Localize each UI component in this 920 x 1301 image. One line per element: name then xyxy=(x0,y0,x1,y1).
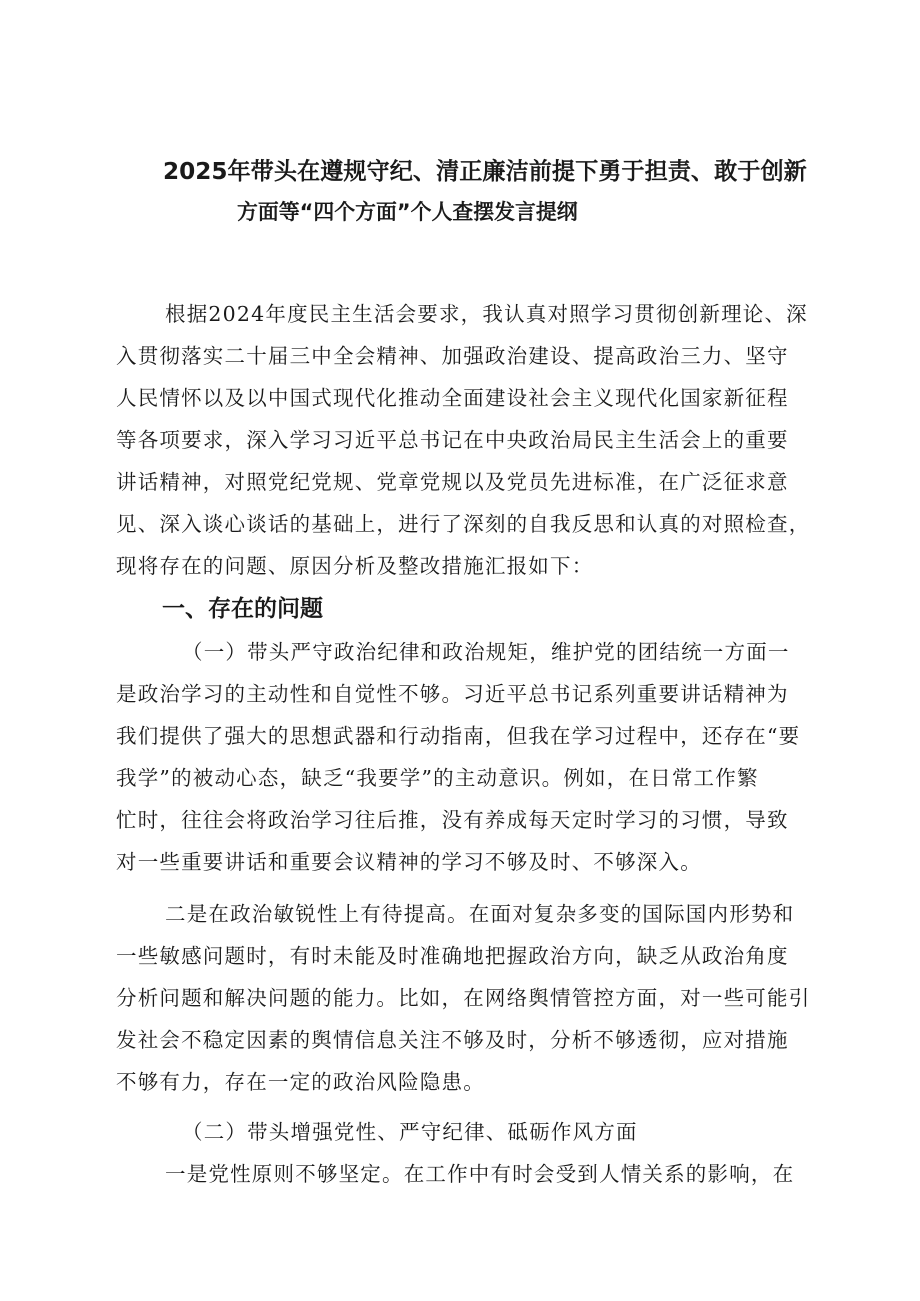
subsection-2-heading: （二）带头增强党性、严守纪律、砥砺作风方面 xyxy=(182,1120,638,1144)
document-title-line-2: 方面等“四个方面”个人查摆发言提纲 xyxy=(237,200,578,224)
subsection-1-line: 我学”的被动心态，缺乏“我要学”的主动意识。例如，在日常工作繁 xyxy=(116,766,759,790)
point-2-line: 一些敏感问题时，有时未能及时准确地把握政治方向，缺乏从政治角度 xyxy=(116,944,789,968)
section-heading-problems: 一、存在的问题 xyxy=(162,596,323,622)
intro-line: 见、深入谈心谈话的基础上，进行了深刻的自我反思和认真的对照检查， xyxy=(116,512,811,536)
subsection-1-line: （一）带头严守政治纪律和政治规矩，维护党的团结统一方面一 xyxy=(182,640,790,664)
point-2-line: 分析问题和解决问题的能力。比如，在网络舆情管控方面，对一些可能引 xyxy=(116,986,811,1010)
subsection-1-line: 是政治学习的主动性和自觉性不够。习近平总书记系列重要讲话精神为 xyxy=(116,682,789,706)
point-2-line: 不够有力，存在一定的政治风险隐患。 xyxy=(116,1070,485,1094)
intro-line: 入贯彻落实二十届三中全会精神、加强政治建设、提高政治三力、坚守 xyxy=(116,344,789,368)
subsection-1-line: 忙时，往往会将政治学习往后推，没有养成每天定时学习的习惯，导致 xyxy=(116,808,789,832)
intro-line: 等各项要求，深入学习习近平总书记在中央政治局民主生活会上的重要 xyxy=(116,428,789,452)
intro-line: 现将存在的问题、原因分析及整改措施汇报如下： xyxy=(116,554,594,578)
point-2-line: 二是在政治敏锐性上有待提高。在面对复杂多变的国际国内形势和 xyxy=(165,902,795,926)
subsection-1-line: 我们提供了强大的思想武器和行动指南，但我在学习过程中，还存在“要 xyxy=(116,724,801,748)
document-title-line-1: 2025年带头在遵规守纪、清正廉洁前提下勇于担责、敢于创新 xyxy=(163,158,807,185)
intro-line: 根据2024年度民主生活会要求，我认真对照学习贯彻创新理论、深 xyxy=(165,302,808,326)
subsection-1-line: 对一些重要讲话和重要会议精神的学习不够及时、不够深入。 xyxy=(116,850,702,874)
intro-line: 讲话精神，对照党纪党规、党章党规以及党员先进标准，在广泛征求意 xyxy=(116,470,789,494)
intro-line: 人民情怀以及以中国式现代化推动全面建设社会主义现代化国家新征程 xyxy=(116,386,789,410)
subsection-2-first-line: 一是党性原则不够坚定。在工作中有时会受到人情关系的影响，在 xyxy=(165,1162,795,1186)
point-2-line: 发社会不稳定因素的舆情信息关注不够及时，分析不够透彻，应对措施 xyxy=(116,1028,789,1052)
